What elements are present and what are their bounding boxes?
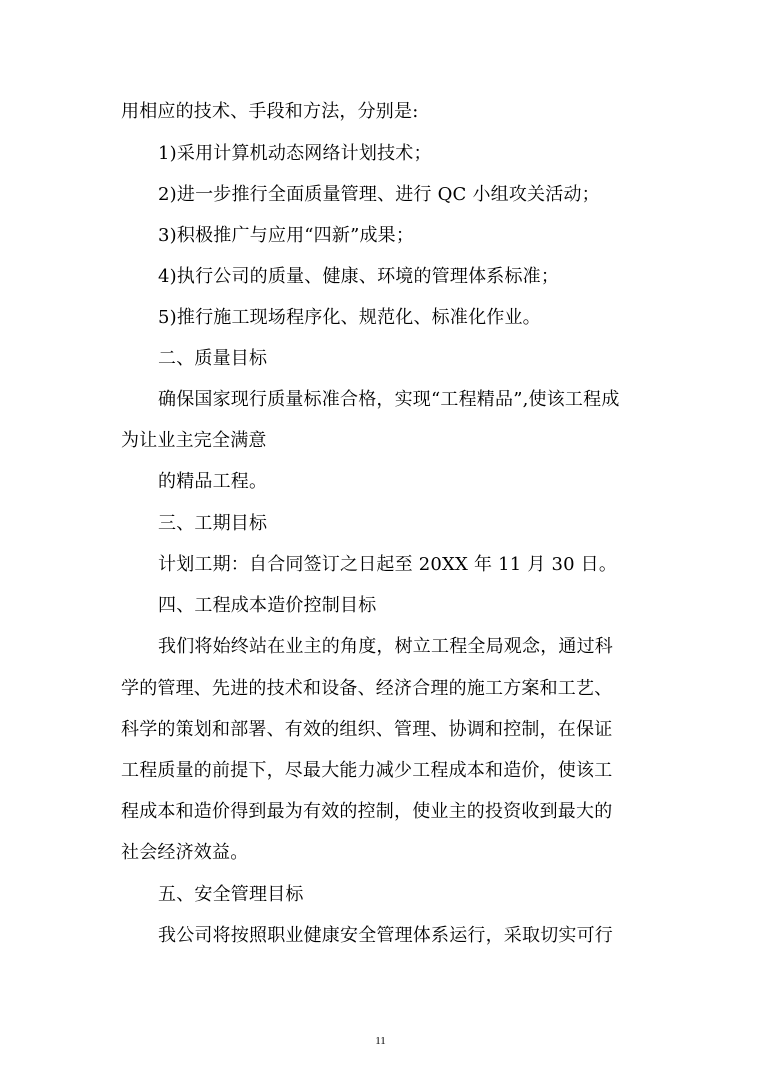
text-line: 学的管理、先进的技术和设备、经济合理的施工方案和工艺、 <box>121 678 613 699</box>
text-line: 我公司将按照职业健康安全管理体系运行，采取切实可行 <box>158 925 613 946</box>
section-heading: 三、工期目标 <box>158 513 268 534</box>
text-line: 计划工期：自合同签订之日起至 20XX 年 11 月 30 日。 <box>158 554 618 575</box>
section-heading: 二、质量目标 <box>158 348 268 369</box>
text-line: 为让业主完全满意 <box>121 430 267 451</box>
text-line: 社会经济效益。 <box>121 842 249 863</box>
list-item: 1)采用计算机动态网络计划技术； <box>158 143 432 164</box>
text-line: 确保国家现行质量标准合格，实现“工程精品”,使该工程成 <box>158 389 620 410</box>
list-item: 4)执行公司的质量、健康、环境的管理体系标准； <box>158 266 560 287</box>
text-line: 科学的策划和部署、有效的组织、管理、协调和控制，在保证 <box>121 719 613 740</box>
text-line: 工程质量的前提下，尽最大能力减少工程成本和造价，使该工 <box>121 760 613 781</box>
list-item: 3)积极推广与应用“四新”成果； <box>158 225 415 246</box>
page-number: 11 <box>375 1035 386 1047</box>
text-line: 用相应的技术、手段和方法，分别是: <box>121 101 419 122</box>
text-line: 程成本和造价得到最为有效的控制，使业主的投资收到最大的 <box>121 801 613 822</box>
text-line: 我们将始终站在业主的角度，树立工程全局观念，通过科 <box>158 636 613 657</box>
list-item: 2)进一步推行全面质量管理、进行 QC 小组攻关活动； <box>158 184 600 205</box>
section-heading: 四、工程成本造价控制目标 <box>158 595 377 616</box>
text-line: 的精品工程。 <box>158 471 268 492</box>
list-item: 5)推行施工现场程序化、规范化、标准化作业。 <box>158 307 541 328</box>
section-heading: 五、安全管理目标 <box>158 884 304 905</box>
